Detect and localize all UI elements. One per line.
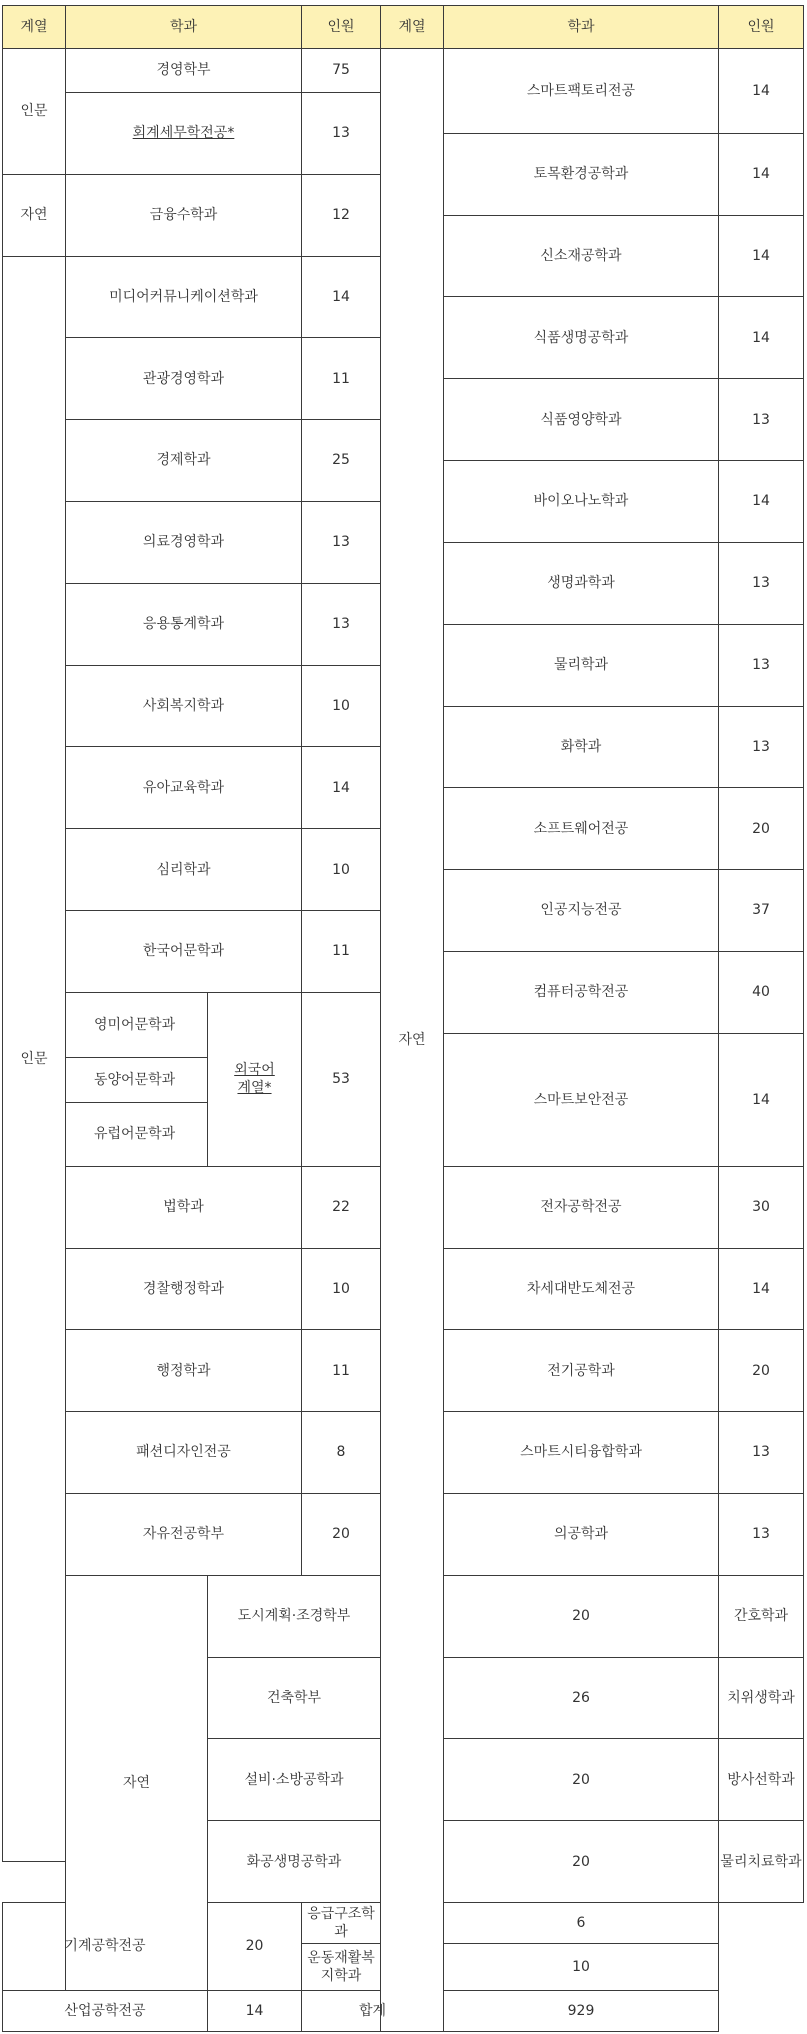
- department-cell: 생명과학과: [444, 542, 719, 624]
- department-cell: 방사선학과: [719, 1739, 804, 1821]
- quota-cell: 75: [302, 48, 381, 92]
- quota-cell: 6: [444, 1903, 719, 1944]
- quota-cell: 14: [719, 133, 804, 215]
- department-cell: 의료경영학과: [66, 501, 302, 583]
- quota-cell: 13: [719, 542, 804, 624]
- department-cell: 의공학과: [444, 1493, 719, 1575]
- department-cell: 산업공학전공: [3, 1990, 208, 2031]
- quota-cell: 20: [444, 1821, 719, 1903]
- department-cell: 경영학부: [66, 48, 302, 92]
- accounting-tax-link[interactable]: 회계세무학전공*: [132, 125, 235, 142]
- foreign-language-group-link[interactable]: 외국어 계열*: [234, 1062, 275, 1097]
- quota-cell: 20: [302, 1493, 381, 1575]
- quota-cell: 11: [302, 338, 381, 420]
- department-cell: 식품영양학과: [444, 379, 719, 461]
- department-cell: 스마트팩토리전공: [444, 48, 719, 133]
- total-value: 929: [444, 1990, 719, 2031]
- department-cell: 스마트시티융합학과: [444, 1412, 719, 1494]
- total-label: 합계: [302, 1990, 444, 2031]
- department-cell: 설비·소방공학과: [208, 1739, 381, 1821]
- quota-cell: 13: [719, 706, 804, 788]
- department-cell: 바이오나노학과: [444, 461, 719, 543]
- quota-cell: 14: [719, 297, 804, 379]
- language-dept-asian: 동양어문학과: [66, 1058, 208, 1103]
- department-cell: 경찰행정학과: [66, 1248, 302, 1330]
- admission-quota-table: [2, 5, 804, 2032]
- department-cell: 기계공학전공: [3, 1903, 208, 1991]
- department-cell: 컴퓨터공학전공: [444, 951, 719, 1033]
- department-cell: 패션디자인전공: [66, 1412, 302, 1494]
- department-cell: 응급구조학과: [302, 1903, 381, 1944]
- quota-cell: 14: [719, 215, 804, 297]
- quota-cell: 10: [302, 829, 381, 911]
- quota-cell: 8: [302, 1412, 381, 1494]
- header-department-left: 학과: [66, 6, 302, 49]
- quota-cell: 14: [302, 747, 381, 829]
- quota-cell: 30: [719, 1166, 804, 1248]
- department-cell: 스마트보안전공: [444, 1033, 719, 1166]
- category-humanities-cell: 인문: [3, 256, 66, 1862]
- department-cell: 경제학과: [66, 420, 302, 502]
- department-cell: 유아교육학과: [66, 747, 302, 829]
- quota-cell: 20: [719, 788, 804, 870]
- department-cell: 물리치료학과: [719, 1821, 804, 1903]
- department-cell: 심리학과: [66, 829, 302, 911]
- header-category-right: 계열: [381, 6, 444, 49]
- category-humanities-cell: 인문: [3, 48, 66, 174]
- department-cell: 사회복지학과: [66, 665, 302, 747]
- quota-cell: 20: [719, 1330, 804, 1412]
- quota-cell: 10: [302, 665, 381, 747]
- quota-cell: 40: [719, 951, 804, 1033]
- quota-cell: 20: [208, 1903, 302, 1991]
- quota-cell: 25: [302, 420, 381, 502]
- department-cell: 화공생명공학과: [208, 1821, 381, 1903]
- department-cell: 소프트웨어전공: [444, 788, 719, 870]
- department-cell: 관광경영학과: [66, 338, 302, 420]
- department-cell: 법학과: [66, 1166, 302, 1248]
- category-natural-cell: 자연: [3, 174, 66, 256]
- quota-cell: 13: [719, 379, 804, 461]
- quota-cell: 20: [444, 1739, 719, 1821]
- quota-cell: 13: [302, 92, 381, 174]
- department-cell: 간호학과: [719, 1575, 804, 1657]
- department-cell: 화학과: [444, 706, 719, 788]
- quota-cell: 13: [719, 1493, 804, 1575]
- category-natural-cell: 자연: [66, 1575, 208, 1990]
- header-department-right: 학과: [444, 6, 719, 49]
- department-cell: 운동재활복지학과: [302, 1943, 381, 1990]
- department-cell: 식품생명공학과: [444, 297, 719, 379]
- quota-cell: 26: [444, 1657, 719, 1739]
- department-cell: 금융수학과: [66, 174, 302, 256]
- foreign-language-group-cell[interactable]: [208, 992, 302, 1166]
- category-natural-cell-right: 자연: [381, 48, 444, 2031]
- department-cell: 토목환경공학과: [444, 133, 719, 215]
- quota-cell: 11: [302, 1330, 381, 1412]
- department-cell: 미디어커뮤니케이션학과: [66, 256, 302, 338]
- quota-cell: 14: [719, 48, 804, 133]
- quota-cell: 13: [719, 624, 804, 706]
- quota-cell: 12: [302, 174, 381, 256]
- quota-cell: 10: [444, 1943, 719, 1990]
- language-dept-european: 유럽어문학과: [66, 1103, 208, 1166]
- quota-cell: 13: [719, 1412, 804, 1494]
- quota-cell: 20: [444, 1575, 719, 1657]
- header-category-left: 계열: [3, 6, 66, 49]
- quota-cell: 14: [208, 1990, 302, 2031]
- department-cell: 한국어문학과: [66, 911, 302, 993]
- quota-cell: 13: [302, 583, 381, 665]
- quota-cell: 22: [302, 1166, 381, 1248]
- quota-cell: 53: [302, 992, 381, 1166]
- quota-cell: 37: [719, 870, 804, 952]
- quota-cell: 13: [302, 501, 381, 583]
- quota-cell: 11: [302, 911, 381, 993]
- department-cell: 치위생학과: [719, 1657, 804, 1739]
- department-cell: 자유전공학부: [66, 1493, 302, 1575]
- quota-cell: 14: [719, 1248, 804, 1330]
- department-cell: 전기공학과: [444, 1330, 719, 1412]
- quota-cell: 14: [302, 256, 381, 338]
- quota-cell: 14: [719, 461, 804, 543]
- department-cell: 도시계획·조경학부: [208, 1575, 381, 1657]
- department-cell: 물리학과: [444, 624, 719, 706]
- quota-cell: 14: [719, 1033, 804, 1166]
- header-quota-right: 인원: [719, 6, 804, 49]
- department-cell: 신소재공학과: [444, 215, 719, 297]
- department-cell: 응용통계학과: [66, 583, 302, 665]
- department-cell: 건축학부: [208, 1657, 381, 1739]
- department-cell: 행정학과: [66, 1330, 302, 1412]
- department-cell: 전자공학전공: [444, 1166, 719, 1248]
- department-cell: 차세대반도체전공: [444, 1248, 719, 1330]
- quota-cell: 10: [302, 1248, 381, 1330]
- language-dept-english: 영미어문학과: [66, 992, 208, 1057]
- department-link-cell[interactable]: [66, 92, 302, 174]
- header-quota-left: 인원: [302, 6, 381, 49]
- department-cell: 인공지능전공: [444, 870, 719, 952]
